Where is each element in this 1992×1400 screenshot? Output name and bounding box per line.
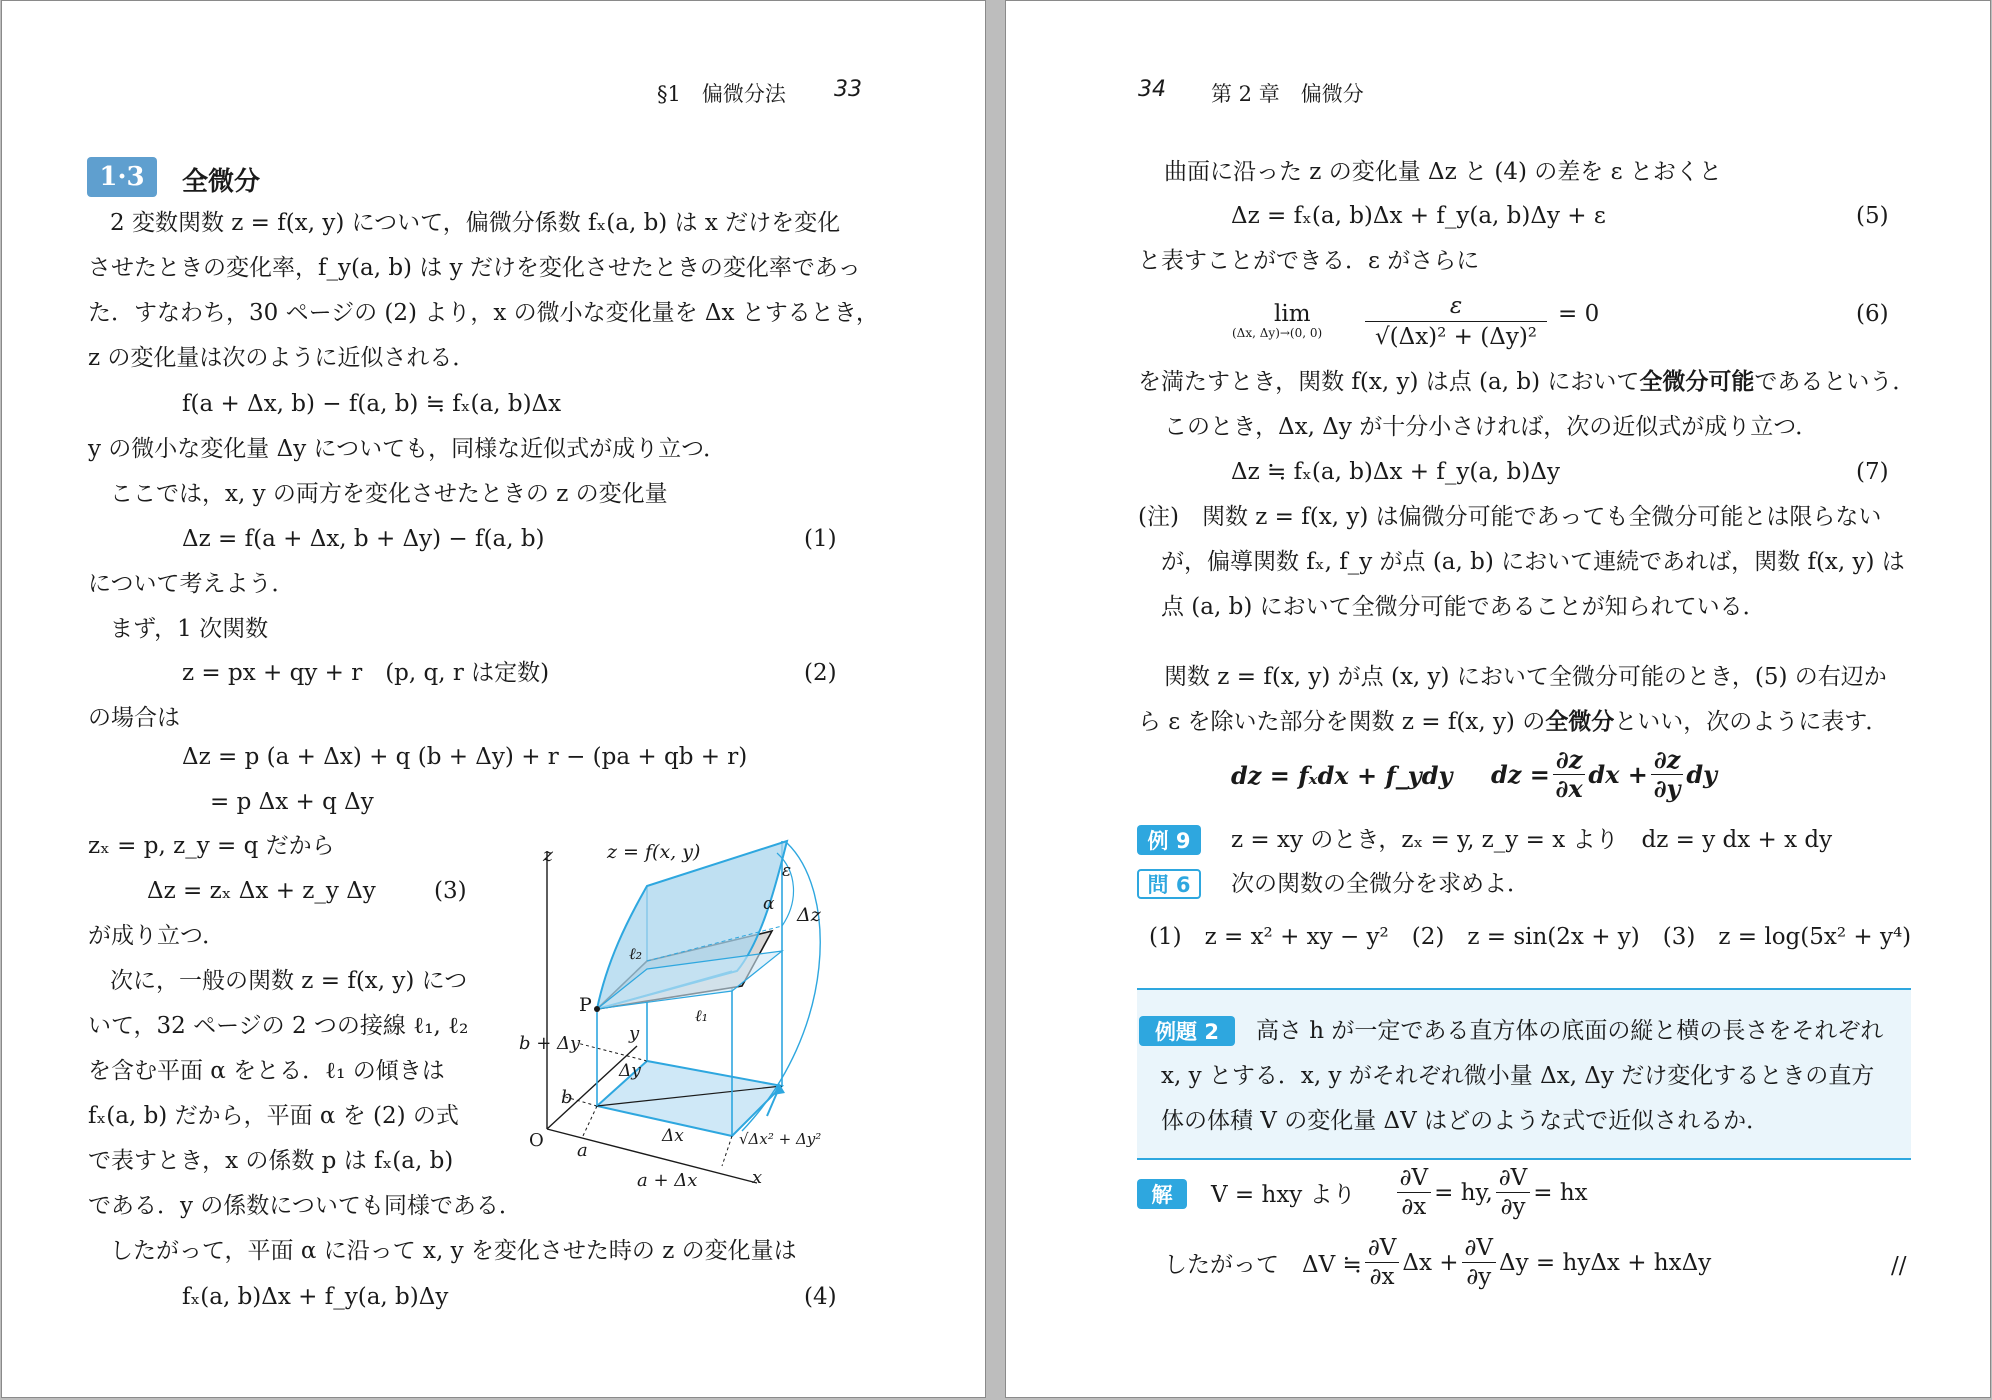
keyword-total-differentiable: 全微分可能	[1639, 369, 1755, 395]
text: であるという．	[1754, 369, 1916, 395]
question-items: (1) z = x² + xy − y² (2) z = sin(2x + y) (3) z = log(5x² + y⁴)	[1149, 924, 1912, 950]
formula-part: dx +	[1588, 760, 1648, 789]
formula-part: dz =	[1491, 760, 1550, 789]
fraction-denominator: ∂x	[1401, 1194, 1427, 1220]
body-line	[1138, 367, 1915, 397]
fraction-numerator: ∂z	[1553, 746, 1585, 775]
fraction-numerator: ∂z	[1651, 746, 1683, 775]
page-number: 34	[1138, 77, 1166, 102]
question-tag: 問 6	[1137, 869, 1201, 899]
body-line: このとき，Δx, Δy が十分小さければ，次の近似式が成り立つ．	[1164, 414, 1819, 440]
total-differential-figure	[507, 831, 887, 1211]
fraction	[1397, 1164, 1432, 1221]
limit-subscript: (Δx, Δy)→(0, 0)	[1232, 326, 1323, 340]
worked-example-tag: 例題 2	[1139, 1016, 1235, 1046]
body-line: の場合は	[88, 705, 180, 731]
body-line: が成り立つ．	[88, 923, 226, 949]
fig-label: b	[561, 1087, 573, 1108]
fraction-denominator: ∂x	[1369, 1264, 1395, 1290]
body-line: と表すことができる．ε がさらに	[1138, 248, 1480, 274]
body-line: 関数 z = f(x, y) が点 (x, y) において全微分可能のとき，(5) の右辺か	[1164, 664, 1887, 690]
running-header-chapter: 第 2 章 偏微分	[1211, 82, 1364, 106]
fig-label: Δy	[619, 1061, 641, 1081]
body-line: z の変化量は次のように近似される．	[88, 345, 476, 371]
fig-label: √Δx² + Δy²	[739, 1130, 822, 1148]
body-line: fₓ(a, b) だから，平面 α を (2) の式	[88, 1103, 459, 1129]
equation-7: Δz ≒ fₓ(a, b)Δx + f_y(a, b)Δy	[1231, 459, 1560, 485]
fig-label: a + Δx	[637, 1170, 698, 1191]
limit-symbol: lim	[1274, 301, 1311, 327]
fig-label: ℓ₂	[629, 944, 643, 963]
fraction-numerator: ∂V	[1365, 1234, 1400, 1263]
body-line: まず，1 次関数	[110, 616, 269, 642]
body-line: 2 変数関数 z = f(x, y) について，偏微分係数 fₓ(a, b) は x だけを変化	[110, 210, 841, 236]
body-line: y の微小な変化量 Δy についても，同様な近似式が成り立つ．	[88, 436, 727, 462]
equation-number: (3)	[434, 878, 467, 904]
body-line: である．y の係数についても同様である．	[88, 1193, 522, 1219]
equation-4: fₓ(a, b)Δx + f_y(a, b)Δy	[182, 1284, 449, 1310]
section-badge: 1·3	[87, 157, 157, 197]
running-header-section: §1 偏微分法	[657, 82, 786, 106]
body-line: で表すとき，x の係数 p は fₓ(a, b)	[88, 1148, 454, 1174]
fraction-denominator: ∂y	[1466, 1264, 1492, 1290]
body-line: た．すなわち，30 ページの (2) より，x の微小な変化量を Δx とするとき，	[88, 300, 879, 326]
text: = hx	[1533, 1179, 1588, 1206]
solution-tag: 解	[1137, 1179, 1187, 1209]
right-page	[1005, 0, 1991, 1398]
equation-6-rhs: = 0	[1558, 301, 1600, 327]
text: V = hxy より	[1211, 1182, 1356, 1208]
fig-label: y	[629, 1023, 640, 1044]
equation-1: Δz = f(a + Δx, b + Δy) − f(a, b)	[182, 526, 545, 552]
fraction	[1365, 1234, 1400, 1291]
worked-example-line: 体の体積 V の変化量 ΔV はどのような式で近似されるか．	[1161, 1108, 1770, 1134]
limit-fraction	[1361, 291, 1551, 352]
text: Δy = hyΔx + hxΔy	[1499, 1249, 1712, 1276]
question-line: 次の関数の全微分を求めよ．	[1231, 871, 1530, 897]
fraction	[1462, 1234, 1497, 1291]
equation-number: (4)	[804, 1284, 837, 1310]
note-line: 点 (a, b) において全微分可能であることが知られている．	[1161, 594, 1766, 620]
keyword-total-differential: 全微分	[1545, 709, 1615, 735]
fig-label: O	[529, 1130, 544, 1151]
equation-number: (6)	[1856, 301, 1889, 327]
equation-3: Δz = zₓ Δx + z_y Δy	[147, 878, 376, 904]
fraction-numerator: ∂V	[1397, 1164, 1432, 1193]
note-line: (注) 関数 z = f(x, y) は偏微分可能であっても全微分可能とは限らない	[1138, 504, 1882, 530]
end-mark: //	[1891, 1253, 1907, 1279]
worked-example-line: x, y とする．x, y がそれぞれ微小量 Δx, Δy だけ変化するときの直方	[1161, 1063, 1875, 1089]
fig-label: Δx	[662, 1126, 684, 1146]
body-line: したがって，平面 α に沿って x, y を変化させた時の z の変化量は	[110, 1238, 797, 1264]
fraction	[1553, 746, 1585, 803]
worked-example-line: 高さ h が一定である直方体の底面の縦と横の長さをそれぞれ	[1256, 1018, 1884, 1044]
body-line	[1138, 707, 1888, 737]
body-line: zₓ = p, z_y = q だから	[88, 833, 335, 859]
body-line: について考えよう．	[88, 571, 295, 597]
text: を満たすとき，関数 f(x, y) は点 (a, b) において	[1138, 369, 1640, 395]
body-line: 曲面に沿った z の変化量 Δz と (4) の差を ε とおくと	[1164, 159, 1722, 185]
fig-label: Δz	[797, 904, 821, 926]
body-line: ここでは，x, y の両方を変化させたときの z の変化量	[110, 481, 668, 507]
solution-line-1	[1211, 1164, 1588, 1221]
left-page	[1, 0, 986, 1398]
equation: f(a + Δx, b) − f(a, b) ≒ fₓ(a, b)Δx	[182, 391, 562, 417]
text: ら ε を除いた部分を関数 z = f(x, y) の	[1138, 709, 1546, 735]
equation: = p Δx + q Δy	[210, 789, 374, 815]
equation-5: Δz = fₓ(a, b)Δx + f_y(a, b)Δy + ε	[1231, 203, 1606, 229]
equation-number: (2)	[804, 660, 837, 686]
equation-2: z = px + qy + r (p, q, r は定数)	[182, 660, 550, 686]
fig-label: z	[543, 844, 554, 866]
total-differential-formula-2	[1491, 746, 1717, 803]
fig-label: ℓ₁	[695, 1006, 709, 1025]
fig-label: b + Δy	[519, 1033, 581, 1054]
note-line: が，偏導関数 fₓ, f_y が点 (a, b) において連続であれば，関数 f(x, y) は	[1161, 549, 1905, 575]
text: Δx +	[1402, 1249, 1459, 1276]
fraction-numerator: ∂V	[1462, 1234, 1497, 1263]
example-line: z = xy のとき，zₓ = y, z_y = x より dz = y dx + x dy	[1231, 827, 1833, 853]
fraction	[1496, 1164, 1531, 1221]
text: といい，次のように表す．	[1614, 709, 1889, 735]
fraction-denominator: √(Δx)² + (Δy)²	[1374, 324, 1538, 350]
equation-number: (5)	[1856, 203, 1889, 229]
text: したがって ΔV ≒	[1164, 1252, 1362, 1278]
body-line: を含む平面 α をとる．ℓ₁ の傾きは	[88, 1058, 445, 1084]
fraction-denominator: ∂x	[1555, 774, 1583, 803]
text: = hy,	[1434, 1179, 1493, 1206]
total-differential-formula-1: dz = fₓdx + f_ydy	[1231, 761, 1453, 790]
body-line: いて，32 ページの 2 つの接線 ℓ₁, ℓ₂	[88, 1013, 469, 1039]
equation-number: (1)	[804, 526, 837, 552]
equation-number: (7)	[1856, 459, 1889, 485]
fraction-denominator: ∂y	[1500, 1194, 1526, 1220]
fig-label: a	[577, 1140, 588, 1161]
page-number: 33	[834, 77, 862, 102]
body-line: 次に，一般の関数 z = f(x, y) につ	[110, 968, 468, 994]
fig-label: ε	[782, 861, 792, 881]
solution-line-2	[1164, 1234, 1711, 1291]
fraction-numerator: ∂V	[1496, 1164, 1531, 1193]
fraction-denominator: ∂y	[1653, 774, 1681, 803]
section-title: 全微分	[182, 167, 261, 197]
fig-label: P	[579, 994, 592, 1016]
fraction-numerator: ε	[1449, 293, 1463, 319]
example-tag: 例 9	[1137, 825, 1201, 855]
fraction	[1651, 746, 1683, 803]
fig-label: x	[752, 1167, 763, 1188]
fig-label: α	[763, 894, 775, 914]
fig-label: z = f(x, y)	[607, 841, 701, 863]
body-line: させたときの変化率，f_y(a, b) は y だけを変化させたときの変化率であっ	[88, 255, 861, 281]
equation: Δz = p (a + Δx) + q (b + Δy) + r − (pa + qb + r)	[182, 744, 748, 770]
formula-part: dy	[1686, 760, 1718, 789]
